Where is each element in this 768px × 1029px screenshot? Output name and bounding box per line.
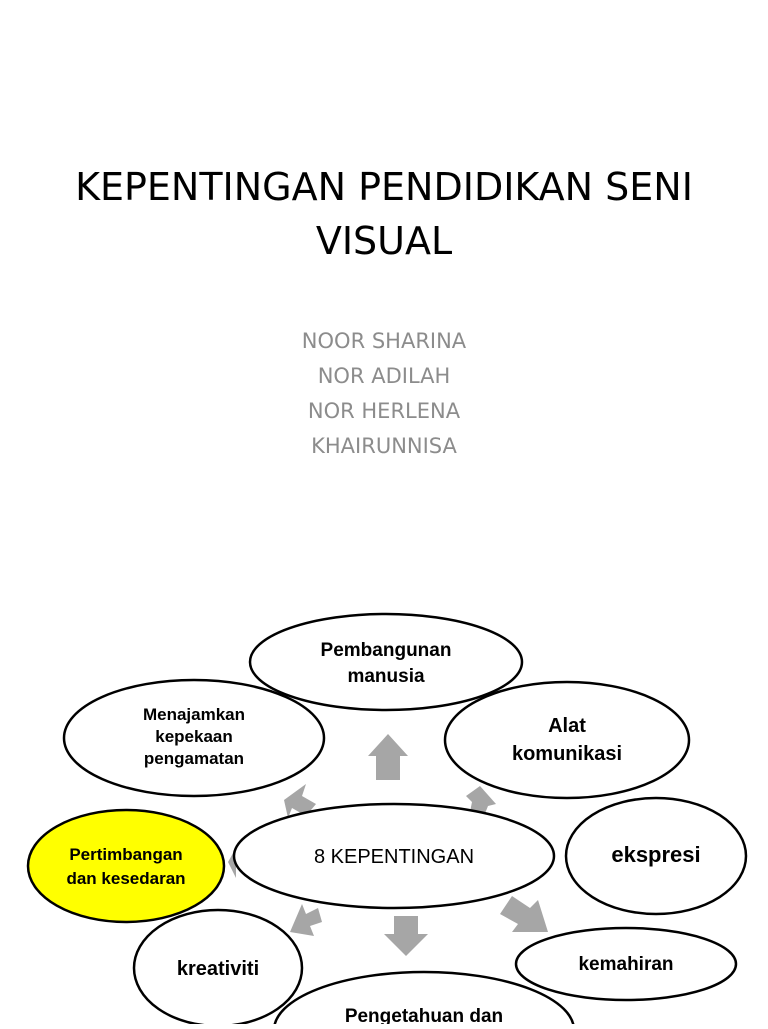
node-label: Menajamkan (142, 705, 246, 724)
node-label: kepekaan (155, 727, 233, 746)
diagram-slide (0, 560, 768, 1024)
node-ekspresi (566, 798, 746, 914)
node-label: Pembangunan (320, 640, 452, 661)
node-label: manusia (347, 666, 425, 687)
node-label: komunikasi (511, 743, 623, 765)
arrow-downleft-icon (290, 904, 322, 936)
importance-diagram (0, 560, 768, 1024)
highlight-ellipse (28, 810, 224, 922)
node-alat-komunikasi (445, 682, 689, 798)
node-label: pengamatan (143, 749, 245, 768)
node-kemahiran (516, 928, 736, 1000)
node-label: kemahiran (578, 954, 674, 975)
node-pertimbangan (28, 810, 224, 922)
node-label: kreativiti (176, 958, 260, 980)
node-pembangunan (250, 614, 522, 710)
node-label: Alat (548, 715, 586, 737)
author-name: KHAIRUNNISA (311, 434, 457, 458)
slide-title (40, 160, 728, 268)
slide-title-line-1: KEPENTINGAN PENDIDIKAN SENI (75, 165, 693, 209)
author-name: NOR ADILAH (317, 364, 451, 388)
arrow-down-icon (384, 916, 428, 956)
node-label: dan kesedaran (66, 869, 186, 888)
arrow-up-icon (368, 734, 408, 780)
author-list (184, 324, 584, 464)
node-kreativiti (134, 910, 302, 1024)
node-label: ekspresi (611, 842, 701, 867)
arrow-downright-icon (500, 896, 548, 932)
node-menajamkan (64, 680, 324, 796)
author-name: NOOR SHARINA (301, 329, 467, 353)
center-label: 8 KEPENTINGAN (313, 846, 475, 868)
node-center (234, 804, 554, 908)
node-label: Pengetahuan dan (344, 1006, 504, 1024)
node-label: Pertimbangan (69, 845, 183, 864)
author-name: NOR HERLENA (307, 399, 461, 423)
slide-title-line-2: VISUAL (315, 219, 453, 263)
